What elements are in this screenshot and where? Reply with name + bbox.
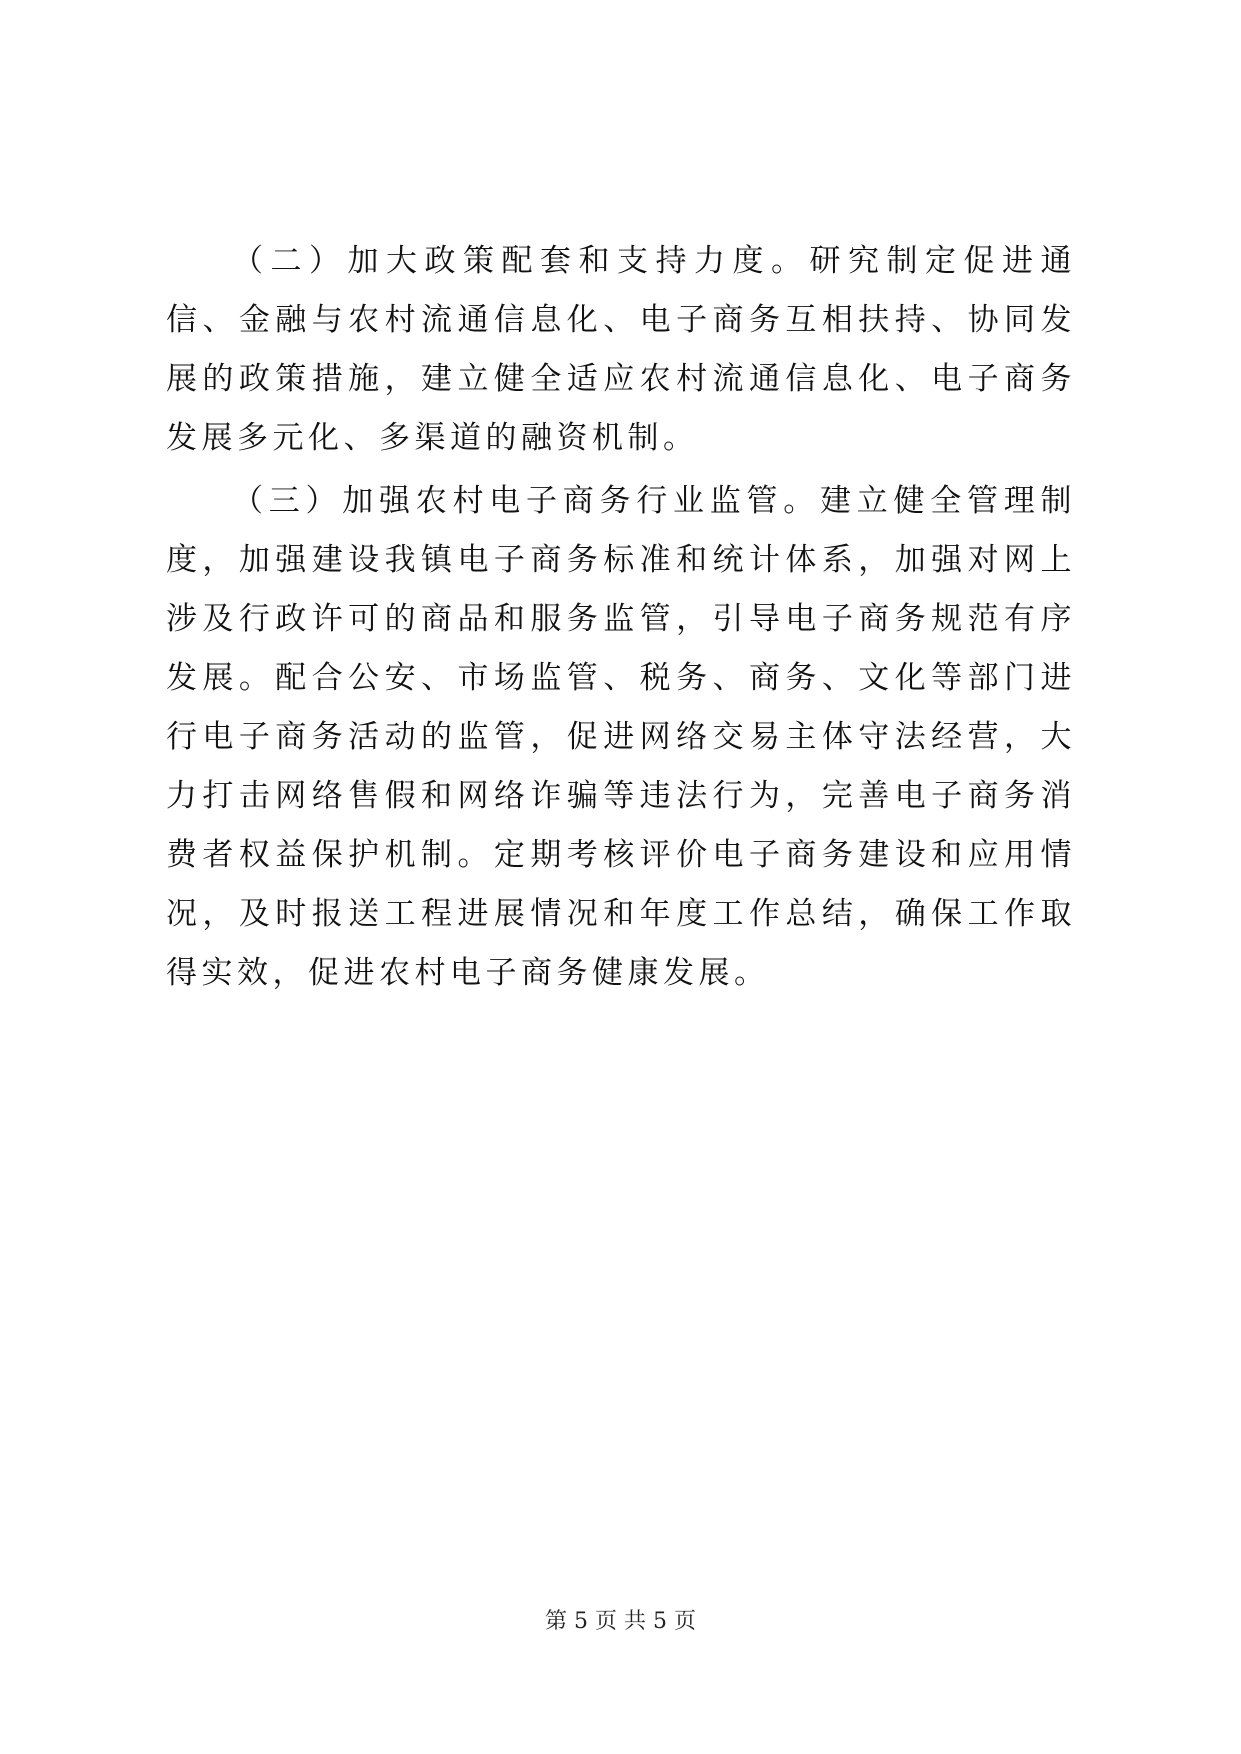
paragraph-policy-support: （二）加大政策配套和支持力度。研究制定促进通信、金融与农村流通信息化、电子商务互相扶持、协同发展的政策措施，建立健全适应农村流通信息化、电子商务发展多元化、多渠道的融资机制。 <box>166 243 1076 456</box>
page-number-footer: 第 5 页 共 5 页 <box>545 1609 696 1634</box>
paragraph-regulation: （三）加强农村电子商务行业监管。建立健全管理制度，加强建设我镇电子商务标准和统计体系，加强对网上涉及行政许可的商品和服务监管，引导电子商务规范有序发展。配合公安、市场监管、税务、商务、文化等部门进行电子商务活动的监管，促进网络交易主体守法经营，大力打击网络售假和网络诈骗等违法行为，完善电子商务消费者权益保护机制。定期考核评价电子商务建设和应用情况，及时报送工程进展情况和年度工作总结，确保工作取得实效，促进农村电子商务健康发展。 <box>166 483 1076 991</box>
document-body <box>166 232 1076 1003</box>
